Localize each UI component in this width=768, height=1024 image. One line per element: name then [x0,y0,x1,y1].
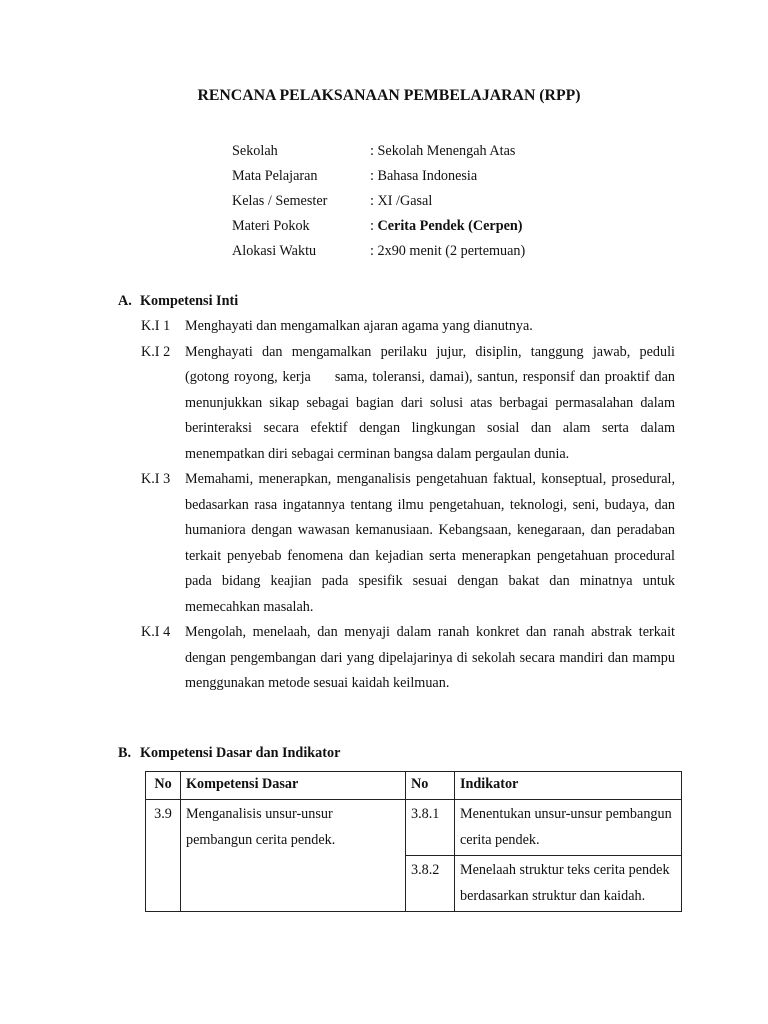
column-header: Indikator [455,772,682,800]
list-item [141,467,675,620]
table-header-row [146,772,682,800]
section-b-heading: B. Kompetensi Dasar dan Indikator [118,745,341,761]
document-title: RENCANA PELAKSANAAN PEMBELAJARAN (RPP) [197,87,581,104]
ki-text: Menghayati dan mengamalkan perilaku jujur, disiplin, tanggung jawab, peduli (gotong royong, kerja sama, toleransi, damai), santun, responsif dan proaktif dan menunjukkan sikap sebagai bagian dari solusi atas berbagai permasalahan dalam berinteraksi secara efektif dengan lingkungan sosial dan alam serta dalam menempatkan diri sebagai cerminan bangsa dalam pergaulan dunia. [185,343,679,462]
ki-code: K.I 4 [141,624,171,640]
ki-code: K.I 3 [141,471,171,487]
identity-label: Mata Pelajaran [232,168,318,184]
identity-value: : Cerita Pendek (Cerpen) [370,218,523,234]
identity-label: Materi Pokok [232,218,310,234]
section-a-heading: A. Kompetensi Inti [118,293,239,309]
indicator-number: 3.8.1 [406,800,455,856]
ki-text: Menghayati dan mengamalkan ajaran agama yang dianutnya. [185,318,533,334]
column-header: No [406,772,455,800]
indicator-text: Menentukan unsur-unsur pembangun cerita pendek. [455,800,682,856]
identity-row-topic [232,217,525,242]
ki-text: Memahami, menerapkan, menganalisis pengetahuan faktual, konseptual, prosedural, bedasarkan rasa ingatannya tentang ilmu pengetahuan, teknologi, seni, budaya, dan humaniora dengan wawasan kemanusiaan. Kebangsaan, kenegaraan, dan peradaban terkait penyebab fenomena dan kejadian serta menerapkan pengetahuan procedural pada bidang keajian pada spesifik sesuai dengan bakat dan minatnya untuk memecahkan masalah. [185,471,675,615]
identity-label: Alokasi Waktu [232,243,317,259]
identity-row-class [232,192,525,217]
list-item [141,620,675,697]
column-header: No [146,772,181,800]
identity-label: Kelas / Semester [232,193,328,209]
column-header: Kompetensi Dasar [181,772,406,800]
identity-value: : XI /Gasal [370,193,433,209]
indicator-text: Menelaah struktur teks cerita pendek berdasarkan struktur dan kaidah. [455,856,682,912]
ki-code: K.I 1 [141,318,171,334]
kompetensi-inti-list [141,314,679,697]
list-item [141,340,679,468]
identity-row-school [232,142,525,167]
indicator-number: 3.8.2 [406,856,455,912]
identity-value: : Bahasa Indonesia [370,168,478,184]
identity-row-subject [232,167,525,192]
identity-block [232,142,525,267]
identity-row-time [232,242,525,267]
identity-value: : Sekolah Menengah Atas [370,143,516,159]
kd-text: Menganalisis unsur-unsur pembangun cerita pendek. [181,800,406,912]
list-item [141,314,675,340]
kd-number: 3.9 [146,800,181,912]
table-row [146,800,682,856]
ki-code: K.I 2 [141,343,171,360]
ki-text: Mengolah, menelaah, dan menyaji dalam ranah konkret dan ranah abstrak terkait dengan pengembangan dari yang dipelajarinya di sekolah secara mandiri dan mampu menggunakan metode sesuai kaidah keilmuan. [185,624,675,691]
identity-value: : 2x90 menit (2 pertemuan) [370,243,526,259]
identity-label: Sekolah [232,143,278,159]
kd-indicator-table [145,771,682,912]
